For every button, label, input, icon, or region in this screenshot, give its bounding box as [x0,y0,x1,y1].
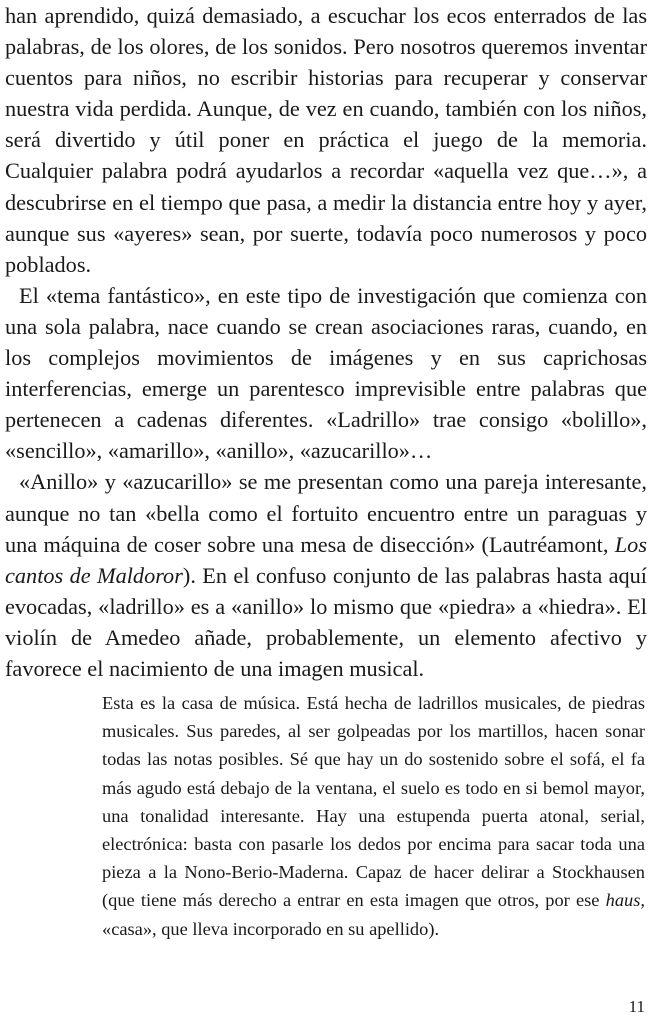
quote-italic-word: haus, [605,890,645,911]
paragraph-text-before-title: «Anillo» y «azucarillo» se me presentan como una pareja interesante, aunque no tan «bella como el fortuito encuentro entre un paraguas y una máquina de coser sobre una mesa de disección» (Lautréamont, [5,469,647,557]
paragraph-continuation: han aprendido, quizá demasiado, a escuchar los ecos enterrados de las palabras, de los olores, de los sonidos. Pero nosotros queremos inventar cuentos para niños, no escribir historias para recuperar y conservar nuestra vida perdida. Aunque, de vez en cuando, también con los niños, será divertido y útil poner en práctica el juego de la memoria. Cualquier palabra podrá ayudarlos a recordar «aquella vez que…», a descubrirse en el tiempo que pasa, a medir la distancia entre hoy y ayer, aunque sus «ayeres» sean, por suerte, todavía poco numerosos y poco poblados. [5,3,647,277]
quote-paragraph [102,689,645,943]
quote-text-after-italic: «casa», que lleva incorporado en su apellido). [102,918,440,939]
quote-text-before-italic: Esta es la casa de música. Está hecha de ladrillos musicales, de piedras musicales. Sus paredes, al ser golpeadas por los martillos, hacen sonar todas las notas posibles. Sé que hay un do sostenido sobre el sofá, el fa más agudo está debajo de la ventana, el suelo es todo en si bemol mayor, una tonalidad interesante. Hay una estupenda puerta atonal, serial, electrónica: basta con pasarle los dedos por encima para sacar toda una pieza a la Nono-Berio-Maderna. Capaz de hacer delirar a Stockhausen (que tiene más derecho a entrar en esta imagen que otros, por ese [102,693,645,911]
main-text [5,0,647,684]
block-quote [102,689,645,943]
paragraph-anillo-azucarillo [5,466,647,684]
paragraph-tema-fantastico: El «tema fantástico», en este tipo de investigación que comienza con una sola palabra, nace cuando se crean asociaciones raras, cuando, en los complejos movimientos de imágenes y en sus caprichosas interferencias, emerge un parentesco imprevisible entre palabras que pertenecen a cadenas diferentes. «Ladrillo» trae consigo «bolillo», «sencillo», «amarillo», «anillo», «azucarillo»… [5,282,647,464]
book-title: Los cantos de Maldoror [5,531,647,588]
page-number: 11 [628,997,645,1016]
paragraph-text-after-title: ). En el confuso conjunto de las palabras hasta aquí evocadas, «ladrillo» es a «anillo» lo mismo que «piedra» a «hiedra». El violín de Amedeo añade, probablemente, un elemento afectivo y favorece el nacimiento de una imagen musical. [5,562,647,681]
